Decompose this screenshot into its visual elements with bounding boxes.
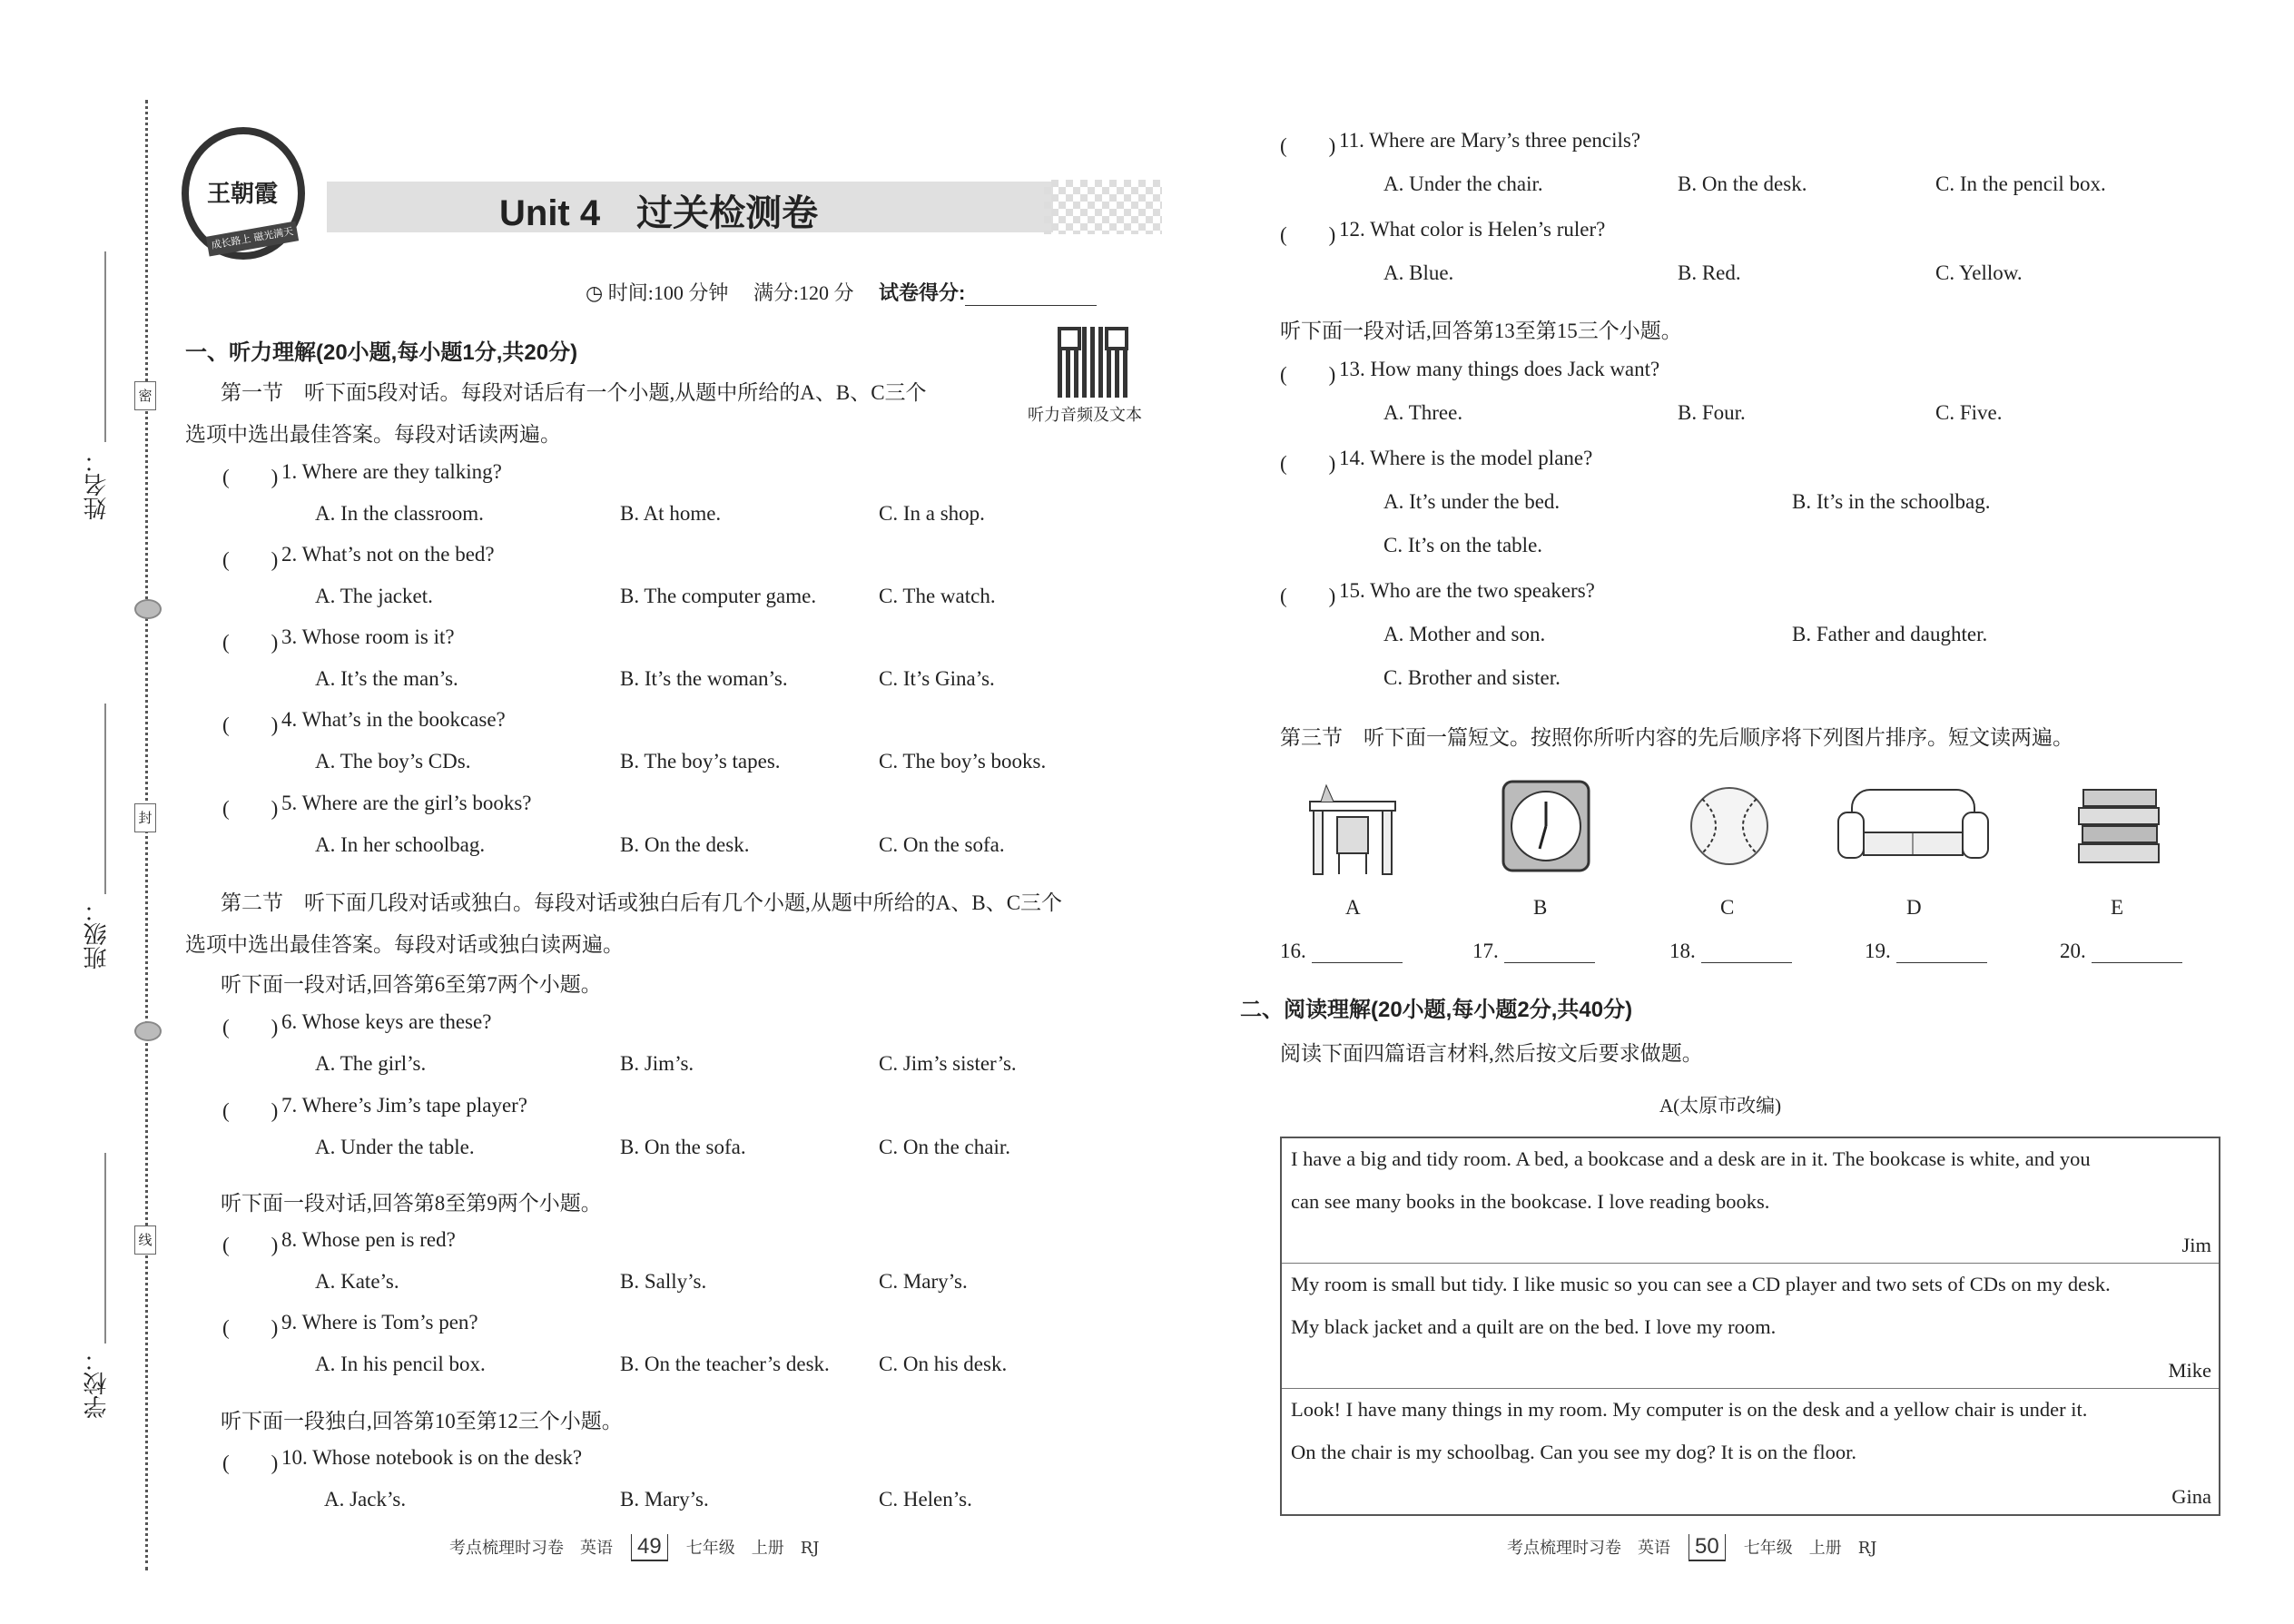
entry-signature: Gina: [2171, 1485, 2211, 1508]
answer-bracket[interactable]: ( ): [222, 1016, 279, 1038]
answer-blank-18: [1669, 940, 1792, 963]
blank-field[interactable]: [1312, 944, 1403, 963]
option-b: B. On the desk.: [620, 833, 750, 856]
option-b: B. Father and daughter.: [1792, 623, 1988, 645]
option-b: B. Mary’s.: [620, 1488, 709, 1511]
option-a: A. Three.: [1383, 401, 1463, 424]
option-a: A. Blue.: [1383, 261, 1454, 284]
picture-letter: E: [2111, 896, 2124, 919]
question-text: 7. Where’s Jim’s tape player?: [281, 1094, 528, 1117]
option-c: C. Mary’s.: [879, 1270, 968, 1293]
binding-hole-icon: [134, 599, 162, 619]
option-a: A. Mother and son.: [1383, 623, 1546, 645]
footer-left: [449, 1534, 819, 1561]
instr-13-15: 听下面一段对话,回答第13至第15三个小题。: [1280, 320, 1682, 342]
school-label: 学校：: [84, 1348, 111, 1419]
picture-letter: B: [1533, 896, 1548, 919]
passage-a-box: [1280, 1137, 2220, 1516]
option-b: B. The computer game.: [620, 585, 817, 607]
instr-6-7: 听下面一段对话,回答第6至第7两个小题。: [221, 973, 602, 996]
passage-entry: [1282, 1389, 2219, 1514]
blank-number: 18.: [1669, 940, 1696, 962]
answer-bracket[interactable]: ( ): [222, 1452, 279, 1474]
sec2-instr: 第二节 听下面几段对话或独白。每段对话或独白后有几个小题,从题中所给的A、B、C三个: [221, 891, 1063, 914]
entry-text: Look! I have many things in my room. My computer is on the desk and a yellow chair is under it.: [1291, 1398, 2088, 1421]
sofa-icon: [1834, 776, 1993, 876]
answer-bracket[interactable]: ( ): [222, 1316, 279, 1339]
picture-letter: C: [1720, 896, 1735, 919]
logo-text: 王朝霞: [207, 181, 279, 208]
picture-letter: D: [1906, 896, 1922, 919]
school-underline: [104, 1153, 106, 1343]
score-field[interactable]: [965, 287, 1097, 306]
answer-bracket[interactable]: ( ): [222, 631, 279, 654]
part2-heading: 二、阅读理解(20小题,每小题2分,共40分): [1240, 998, 1633, 1022]
qr-code[interactable]: [1058, 327, 1128, 398]
seal-xian: 线: [134, 1225, 156, 1255]
answer-bracket[interactable]: ( ): [1280, 585, 1336, 607]
question-text: 10. Whose notebook is on the desk?: [281, 1446, 583, 1469]
name-underline: [104, 251, 106, 442]
option-c: C. The watch.: [879, 585, 996, 607]
question-text: 8. Whose pen is red?: [281, 1228, 456, 1251]
option-b: B. Jim’s.: [620, 1052, 694, 1075]
option-c: C. Brother and sister.: [1383, 666, 1561, 689]
answer-blank-19: [1865, 940, 1987, 963]
option-b: B. The boy’s tapes.: [620, 750, 781, 773]
footer-book: 考点梳理时习卷 英语: [449, 1539, 613, 1558]
binding-hole-icon: [134, 1021, 162, 1041]
class-underline: [104, 704, 106, 894]
answer-bracket[interactable]: ( ): [222, 1099, 279, 1122]
entry-signature: Mike: [2168, 1359, 2211, 1382]
question-text: 3. Whose room is it?: [281, 625, 455, 648]
option-c: C. In a shop.: [879, 502, 985, 525]
answer-bracket[interactable]: ( ): [1280, 452, 1336, 475]
option-a: A. It’s the man’s.: [315, 667, 458, 690]
answer-bracket[interactable]: ( ): [1280, 134, 1336, 157]
books-icon: [2070, 776, 2170, 876]
option-c: C. On the sofa.: [879, 833, 1005, 856]
baseball-icon: [1679, 776, 1779, 876]
question-text: 11. Where are Mary’s three pencils?: [1339, 129, 1641, 152]
answer-blank-16: [1280, 940, 1403, 963]
checker-decoration: [1044, 180, 1162, 234]
entry-text: On the chair is my schoolbag. Can you see my dog? It is on the floor.: [1291, 1441, 1857, 1463]
option-a: A. Jack’s.: [324, 1488, 407, 1511]
question-text: 6. Whose keys are these?: [281, 1010, 492, 1033]
option-b: B. Red.: [1678, 261, 1741, 284]
option-b: B. At home.: [620, 502, 722, 525]
blank-number: 17.: [1472, 940, 1499, 962]
option-b: B. It’s the woman’s.: [620, 667, 788, 690]
seal-feng: 封: [134, 803, 156, 832]
option-a: A. It’s under the bed.: [1383, 490, 1561, 513]
option-b: B. Four.: [1678, 401, 1746, 424]
question-text: 12. What color is Helen’s ruler?: [1339, 218, 1606, 241]
question-text: 4. What’s in the bookcase?: [281, 708, 506, 731]
answer-bracket[interactable]: ( ): [1280, 363, 1336, 386]
entry-signature: Jim: [2181, 1234, 2211, 1256]
blank-field[interactable]: [2092, 944, 2182, 963]
entry-text: My black jacket and a quilt are on the bed. I love my room.: [1291, 1315, 1777, 1338]
logo-slogan: 成长路上 磁光满天: [206, 221, 299, 256]
option-c: C. Five.: [1935, 401, 2003, 424]
footer-grade: 七年级 上册 RJ: [1743, 1539, 1877, 1558]
option-c: C. It’s Gina’s.: [879, 667, 995, 690]
passage-entry: [1282, 1264, 2219, 1389]
option-a: A. Under the table.: [315, 1136, 475, 1158]
option-b: B. It’s in the schoolbag.: [1792, 490, 1991, 513]
option-a: A. Under the chair.: [1383, 172, 1543, 195]
question-text: 13. How many things does Jack want?: [1339, 358, 1660, 380]
seal-mi: 密: [134, 381, 156, 410]
passage-title: A(太原市改编): [1659, 1095, 1782, 1117]
score-label: 试卷得分:: [878, 281, 966, 304]
blank-number: 20.: [2060, 940, 2086, 962]
answer-bracket[interactable]: ( ): [1280, 223, 1336, 246]
entry-text: My room is small but tidy. I like music so you can see a CD player and two sets of CDs on my desk.: [1291, 1273, 2111, 1295]
blank-number: 16.: [1280, 940, 1306, 962]
clock-icon: [1496, 776, 1596, 876]
answer-bracket[interactable]: ( ): [222, 797, 279, 820]
question-text: 14. Where is the model plane?: [1339, 447, 1593, 469]
footer-right: [1507, 1534, 1876, 1561]
option-a: A. The boy’s CDs.: [315, 750, 471, 773]
entry-text: can see many books in the bookcase. I love reading books.: [1291, 1190, 1770, 1213]
exam-info: [586, 278, 1097, 306]
option-b: B. On the sofa.: [620, 1136, 746, 1158]
answer-bracket[interactable]: ( ): [222, 548, 279, 571]
option-a: A. In her schoolbag.: [315, 833, 486, 856]
option-c: C. It’s on the table.: [1383, 534, 1543, 556]
sec3-instr: 第三节 听下面一篇短文。按照你所听内容的先后顺序将下列图片排序。短文读两遍。: [1280, 726, 2073, 749]
option-a: A. The jacket.: [315, 585, 433, 607]
question-text: 5. Where are the girl’s books?: [281, 792, 532, 814]
time-label: 时间:100 分钟: [607, 281, 729, 304]
footer-book: 考点梳理时习卷 英语: [1507, 1539, 1670, 1558]
answer-bracket[interactable]: ( ): [222, 1234, 279, 1256]
name-label: 姓名：: [84, 449, 111, 520]
option-c: C. Jim’s sister’s.: [879, 1052, 1017, 1075]
clock-icon: ◷: [586, 281, 604, 304]
instr-10-12: 听下面一段独白,回答第10至第12三个小题。: [221, 1410, 623, 1432]
option-a: A. In his pencil box.: [315, 1353, 486, 1375]
qr-caption: 听力音频及文本: [1028, 406, 1142, 424]
question-text: 15. Who are the two speakers?: [1339, 579, 1595, 602]
instr-8-9: 听下面一段对话,回答第8至第9两个小题。: [221, 1192, 602, 1215]
entry-text: I have a big and tidy room. A bed, a bookcase and a desk are in it. The bookcase is white, and you: [1291, 1147, 2091, 1170]
option-c: C. On the chair.: [879, 1136, 1010, 1158]
footer-grade: 七年级 上册 RJ: [685, 1539, 820, 1558]
answer-bracket[interactable]: ( ): [222, 714, 279, 736]
blank-field[interactable]: [1896, 944, 1987, 963]
question-text: 2. What’s not on the bed?: [281, 543, 495, 566]
passage-entry: [1282, 1138, 2219, 1264]
page-number: 50: [1689, 1534, 1726, 1561]
option-a: A. Kate’s.: [315, 1270, 399, 1293]
question-text: 1. Where are they talking?: [281, 460, 502, 483]
option-c: C. In the pencil box.: [1935, 172, 2106, 195]
option-c: C. The boy’s books.: [879, 750, 1047, 773]
option-b: B. On the teacher’s desk.: [620, 1353, 830, 1375]
question-text: 9. Where is Tom’s pen?: [281, 1311, 478, 1334]
option-a: A. The girl’s.: [315, 1052, 427, 1075]
part2-instr: 阅读下面四篇语言材料,然后按文后要求做题。: [1280, 1042, 1703, 1065]
binding-dotted-line: [145, 100, 148, 1570]
blank-number: 19.: [1865, 940, 1891, 962]
blank-field[interactable]: [1701, 944, 1792, 963]
class-label: 班级：: [84, 899, 111, 969]
blank-field[interactable]: [1504, 944, 1595, 963]
part1-heading: 一、听力理解(20小题,每小题1分,共20分): [185, 340, 578, 365]
sec1-instr-cont: 选项中选出最佳答案。每段对话读两遍。: [185, 423, 561, 446]
option-b: B. Sally’s.: [620, 1270, 707, 1293]
option-a: A. In the classroom.: [315, 502, 484, 525]
option-b: B. On the desk.: [1678, 172, 1807, 195]
answer-blank-20: [2060, 940, 2182, 963]
desk-icon: [1303, 776, 1403, 876]
answer-blank-17: [1472, 940, 1595, 963]
page-title: Unit 4 过关检测卷: [499, 193, 819, 233]
option-c: C. On his desk.: [879, 1353, 1008, 1375]
page-number: 49: [631, 1534, 668, 1561]
full-score-label: 满分:120 分: [753, 281, 854, 304]
option-c: C. Helen’s.: [879, 1488, 972, 1511]
answer-bracket[interactable]: ( ): [222, 466, 279, 488]
picture-letter: A: [1345, 896, 1361, 919]
sec1-instr: 第一节 听下面5段对话。每段对话后有一个小题,从题中所给的A、B、C三个: [221, 381, 927, 404]
sec2-instr-cont: 选项中选出最佳答案。每段对话或独白读两遍。: [185, 933, 624, 956]
option-c: C. Yellow.: [1935, 261, 2023, 284]
